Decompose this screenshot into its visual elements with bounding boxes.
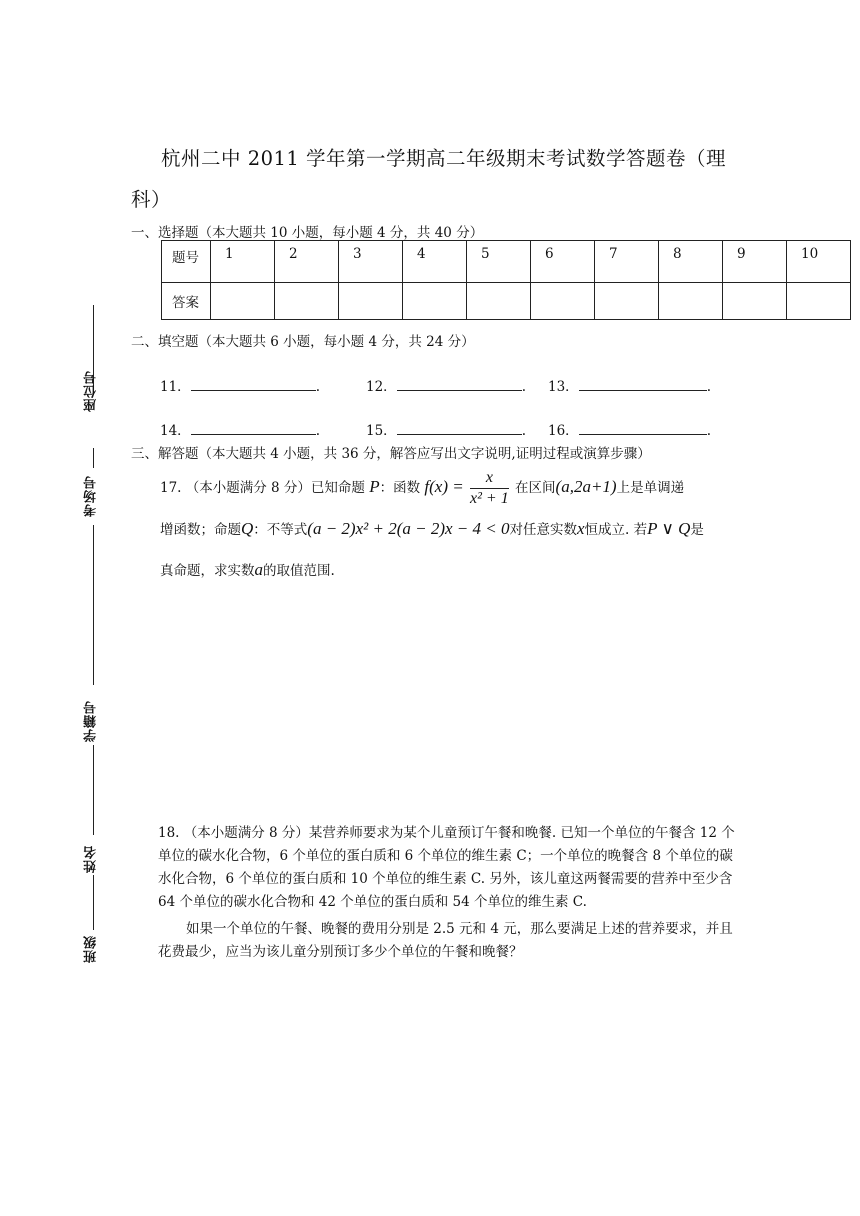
section-solve-heading: 三、解答题（本大题共 4 小题，共 36 分，解答应写出文字说明,证明过程或演算步骤）: [131, 446, 651, 462]
math-fx: f(x) =: [424, 477, 464, 496]
question-18-paragraph-1: 18. （本小题满分 8 分）某营养师要求为某个儿童预订午餐和晚餐. 已知一个单位的午餐含 12 个单位的碳水化合物，6 个单位的蛋白质和 6 个单位的维生素 C；一个单位的晚餐含 8 个单位的碳水化合物，6 个单位的蛋白质和 10 个单位的维生素 C. 另外，该儿童这两餐需要的营养中至少含 64 个单位的碳水化合物和 42 个单位的蛋白质和 54 个单位的维生素 C.: [158, 825, 735, 910]
table-cell-number: 7: [595, 241, 659, 283]
table-cell-number: 9: [723, 241, 787, 283]
blank-12: 12． .: [366, 379, 526, 395]
math-inequality: (a − 2)x² + 2(a − 2)x − 4 < 0: [307, 519, 510, 538]
side-label-seat: 座位号: [84, 370, 99, 412]
section-fill-heading: 二、填空题（本大题共 6 小题，每小题 4 分，共 24 分）: [131, 334, 475, 350]
margin-line: [93, 448, 94, 468]
question-17-prefix: 17. （本小题满分 8 分）已知命题: [160, 480, 365, 496]
answer-cell[interactable]: [339, 283, 403, 320]
table-cell-number: 1: [211, 241, 275, 283]
fraction-denominator: x² + 1: [470, 490, 509, 507]
text: 上是单调递: [616, 480, 685, 496]
answer-cell[interactable]: [659, 283, 723, 320]
table-row-answers: [162, 283, 851, 320]
text: 是: [690, 522, 704, 538]
side-label-exam-room: 考场号: [84, 475, 99, 517]
blank-11: 11． .: [160, 379, 320, 395]
text: 对任意实数: [509, 522, 577, 538]
blank-line[interactable]: [191, 378, 316, 391]
text: 的取值范围.: [263, 563, 335, 579]
side-label-student-id: 学籍号: [84, 700, 99, 742]
side-label-class: 班级: [84, 935, 99, 963]
question-18-paragraph-2: 如果一个单位的午餐、晚餐的费用分别是 2.5 元和 4 元，那么要满足上述的营养要求，并且花费最少，应当为该儿童分别预订多少个单位的午餐和晚餐？: [158, 921, 733, 960]
text: ：不等式: [253, 522, 308, 538]
question-17-line-1: [160, 467, 735, 509]
blank-label: 12．: [366, 379, 397, 395]
table-cell-number: 8: [659, 241, 723, 283]
question-17: [160, 467, 735, 591]
question-18: [158, 822, 736, 964]
table-cell-number: 2: [275, 241, 339, 283]
text: 真命题，求实数: [160, 563, 255, 579]
math-p-or-q: P ∨ Q: [647, 519, 691, 538]
page-title: 杭州二中 2011 学年第一学期高二年级期末考试数学答题卷（理科）: [131, 147, 727, 211]
answer-cell[interactable]: [787, 283, 851, 320]
answer-table: [161, 240, 851, 320]
blank-label: 13．: [548, 379, 579, 395]
answer-cell[interactable]: [403, 283, 467, 320]
blank-line[interactable]: [579, 422, 707, 435]
answer-cell[interactable]: [595, 283, 659, 320]
blank-label: 11．: [160, 379, 191, 395]
answer-cell[interactable]: [531, 283, 595, 320]
blank-line[interactable]: [191, 422, 316, 435]
math-interval: (a,2a+1): [555, 477, 617, 496]
table-header-number: 题号: [162, 241, 211, 283]
margin-line: [93, 875, 94, 930]
fraction-numerator: x: [470, 468, 509, 489]
side-label-name: 姓名: [84, 845, 99, 873]
blank-16: 16． .: [548, 423, 711, 439]
blank-15: 15． .: [366, 423, 526, 439]
table-cell-number: 5: [467, 241, 531, 283]
table-cell-number: 10: [787, 241, 851, 283]
answer-cell[interactable]: [723, 283, 787, 320]
answer-cell[interactable]: [211, 283, 275, 320]
table-cell-number: 6: [531, 241, 595, 283]
math-q: Q: [241, 519, 254, 538]
blank-line[interactable]: [579, 378, 707, 391]
text: ：函数: [379, 480, 421, 496]
answer-cell[interactable]: [467, 283, 531, 320]
section-choice-heading: 一、选择题（本大题共 10 小题，每小题 4 分，共 40 分）: [131, 225, 484, 241]
blank-label: 16．: [548, 423, 579, 439]
math-a: a: [254, 560, 263, 579]
margin-line: [93, 525, 94, 685]
text: 在区间: [515, 480, 556, 496]
blank-14: 14． .: [160, 423, 320, 439]
blank-label: 14．: [160, 423, 191, 439]
margin-line: [93, 745, 94, 835]
table-cell-number: 3: [339, 241, 403, 283]
blank-line[interactable]: [397, 422, 522, 435]
blank-label: 15．: [366, 423, 397, 439]
answer-cell[interactable]: [275, 283, 339, 320]
blank-13: 13． .: [548, 379, 711, 395]
table-header-answer: 答案: [162, 283, 211, 320]
fraction: [470, 468, 509, 509]
table-row-numbers: [162, 241, 851, 283]
question-17-line-2: [160, 509, 735, 550]
blank-line[interactable]: [397, 378, 522, 391]
table-cell-number: 4: [403, 241, 467, 283]
text: 增函数；命题: [160, 522, 241, 538]
math-p: P: [369, 477, 380, 496]
text: 恒成立. 若: [584, 522, 648, 538]
math-x: x: [576, 519, 585, 538]
question-17-line-3: [160, 550, 735, 591]
